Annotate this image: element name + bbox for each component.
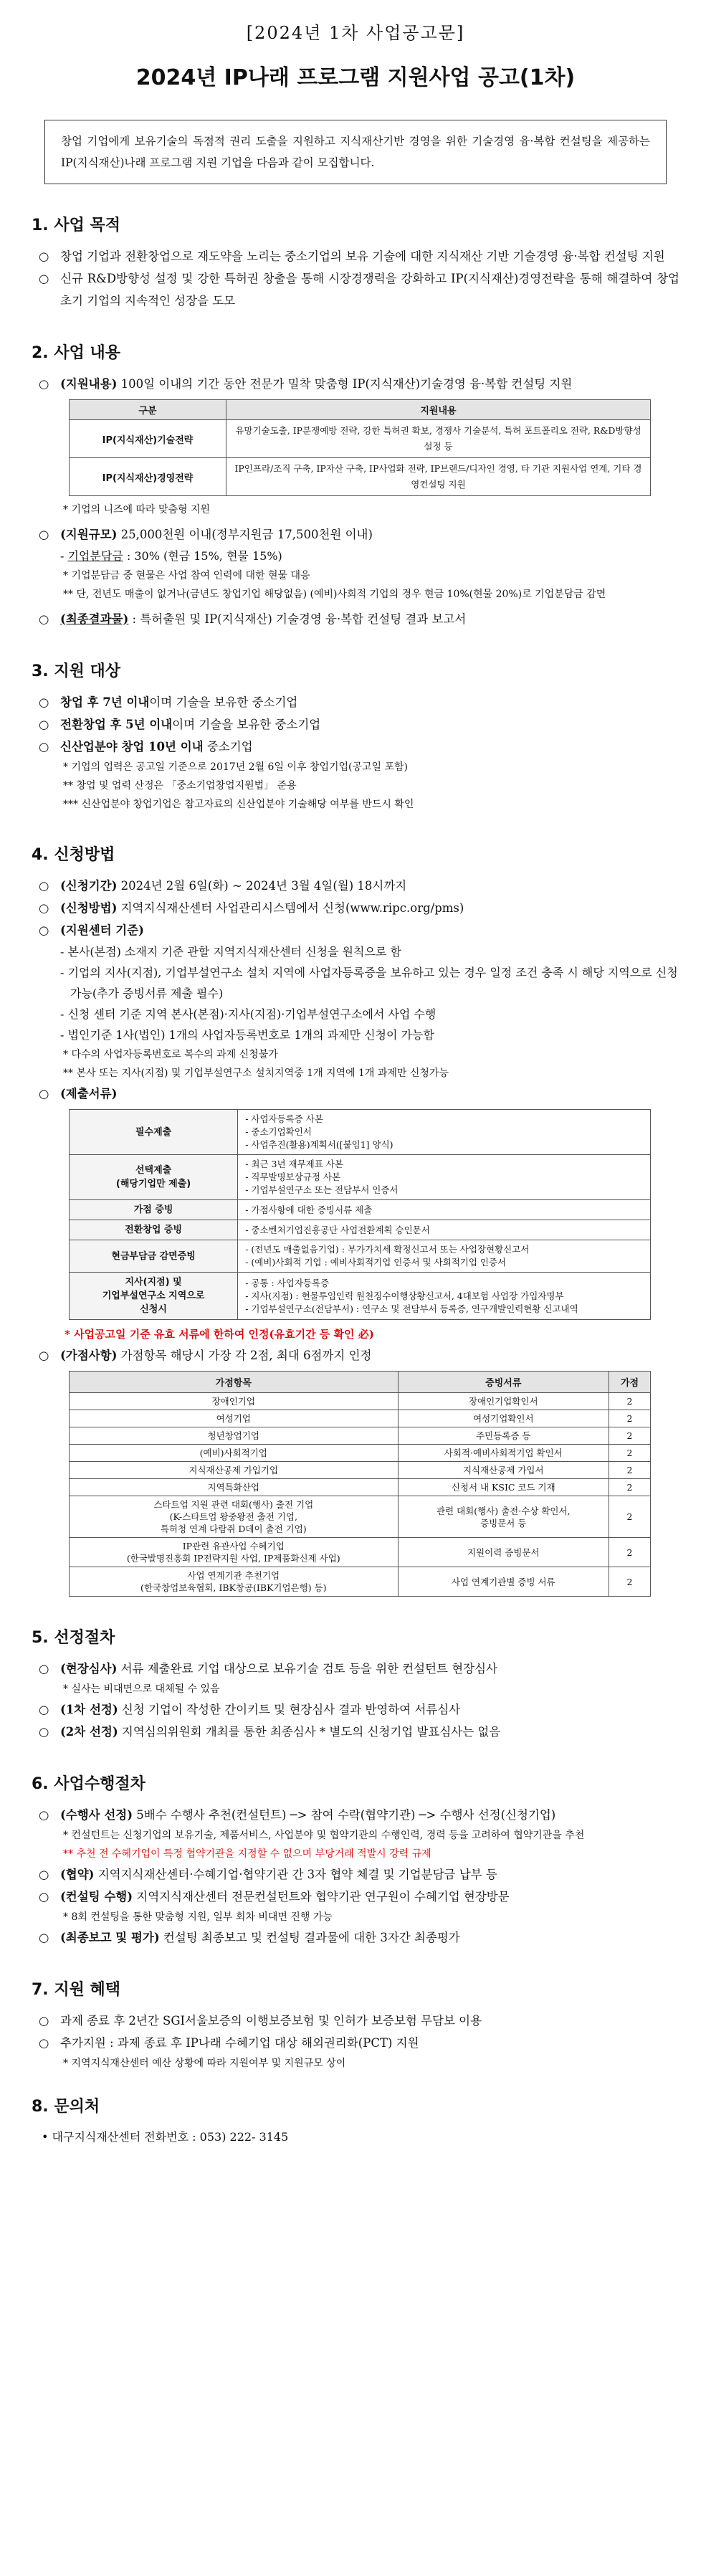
list-item: ○ (신청방법) 지역지식재산센터 사업관리시스템에서 신청(www.ripc.org/pms) [39,901,464,915]
table-row: (예비)사회적기업 사회적·예비사회적기업 확인서 2 [70,1445,651,1462]
list-item: ○ (최종결과물) : 특허출원 및 IP(지식재산) 기술경영 융·복합 컨설팅 결과 보고서 [39,612,467,626]
list-item: ○ 과제 종료 후 2년간 SGI서울보증의 이행보증보험 및 인허가 보증보험 무담보 이용 [39,2014,482,2028]
table-row: 가점 증빙 - 가점사항에 대한 증빙서류 제출 [70,1200,651,1220]
list-item: ○ 신산업분야 창업 10년 이내 중소기업 [39,740,253,754]
section-heading: 7. 지원 혜택 [32,1981,120,1999]
section-heading: 3. 지원 대상 [32,662,120,680]
list-item: ○ 창업 후 7년 이내이며 기술을 보유한 중소기업 [39,695,298,709]
sub-item: - 기업의 지사(지점), 기업부설연구소 설치 지역에 사업자등록증을 보유하고 있는 경우 일정 조건 충족 시 해당 지역으로 신청 가능(추가 증빙서류 제출 필수) [60,966,678,1000]
section-benefits [32,1977,679,2073]
footnote: * 기업분담금 중 현물은 사업 참여 인력에 대한 현물 대응 [63,570,310,581]
section-heading: 2. 사업 내용 [32,344,120,362]
table-row: 지역특화산업 신청서 내 KSIC 코드 기재 2 [70,1479,651,1496]
list-item: ○ (협약) 지역지식재산센터·수혜기업·협약기관 간 3자 협약 체결 및 기업분담금 납부 등 [39,1868,497,1881]
list-item: ○ (지원센터 기준) [39,923,144,937]
footnote: * 기업의 업력은 공고일 기준으로 2017년 2월 6일 이후 창업기업(공고일 포함) [63,761,409,773]
warning-note: ** 추천 전 수혜기업이 특정 협약기관을 지정할 수 없으며 부당거래 적발시 강력 규제 [63,1848,431,1860]
warning-note: * 사업공고일 기준 유효 서류에 한하여 인정(유효기간 등 확인 必) [65,1328,374,1341]
list-item: ○ (컨설팅 수행) 지역지식재산센터 전문컨설턴트와 협약기관 연구원이 수혜기업 현장방문 [39,1890,510,1904]
table-row: 필수제출 - 사업자등록증 사본 - 중소기업확인서 - 사업추진(활용)계획서([붙임1] 양식) [70,1110,651,1155]
list-item: ○ (최종보고 및 평가) 컨설팅 최종보고 및 컨설팅 결과물에 대한 3자간 최종평가 [39,1931,460,1944]
section-application [32,842,679,1597]
table-row: 사업 연계기관 추천기업 (한국창업보육협회, IBK창공(IBK기업은행) 등) 사업 연계기관별 증빙 서류 2 [70,1567,651,1597]
documents-table [69,1109,651,1320]
section-heading: 6. 사업수행절차 [32,1775,145,1793]
intro-box: 창업 기업에게 보유기술의 독점적 권리 도출을 지원하고 지식재산기반 경영을 위한 기술경영 융·복합 컨설팅을 제공하는 IP(지식재산)나래 프로그램 지원 기업을 다음과 같이 모집합니다. [44,120,667,184]
footnote: * 컨설턴트는 신청기업의 보유기술, 제품서비스, 사업분야 및 협약기관의 수행인력, 경력 등을 고려하여 협약기관을 추천 [63,1830,585,1841]
footnote: * 다수의 사업자등록번호로 복수의 과제 신청불가 [63,1049,278,1060]
sub-item: - 신청 센터 기준 지역 본사(본점)·지사(지점)·기업부설연구소에서 사업 수행 [60,1007,436,1021]
support-content-table: 구분 지원내용 IP(지식재산)기술전략 유망기술도출, IP분쟁예방 전략, 강한 특허권 확보, 경쟁사 기술분석, 특허 포트폴리오 전략, R&D방향성 설정 등 IP(지식재산)경영전략 IP인프라/조직 구축, IP자산 구축, IP사업화 전략, IP브랜드/디자인 경영, 타 기관 지원사업 연계, 기타 경영컨설팅 지원 [69,399,651,496]
section-content [32,341,679,630]
table-row: 전환창업 증빙 - 중소벤처기업진흥공단 사업전환계획 승인문서 [70,1220,651,1240]
table-row: IP(지식재산)경영전략 IP인프라/조직 구축, IP자산 구축, IP사업화 전략, IP브랜드/디자인 경영, 타 기관 지원사업 연계, 기타 경영컨설팅 지원 [70,458,651,496]
list-item: ○ 신규 R&D방향성 설정 및 강한 특허권 창출을 통해 시장경쟁력을 강화하고 IP(지식재산)경영전략을 통해 해결하여 창업 초기 기업의 지속적인 성장을 도모 [39,272,679,308]
sub-item: - 본사(본점) 소재지 기준 관할 지역지식재산센터 신청을 원칙으로 함 [60,945,401,959]
footnote: ** 단, 전년도 매출이 없거나(금년도 창업기업 해당없음) (예비)사회적 기업의 경우 현금 10%(현물 20%)로 기업분담금 감면 [63,589,606,600]
contact-info: • 대구지식재산센터 전화번호 : 053) 222- 3145 [42,2130,289,2144]
table-row: 청년창업기업 주민등록증 등 2 [70,1427,651,1445]
table-row: IP관련 유관사업 수혜기업 (한국발명진흥회 IP전략지원 사업, IP제품화신제 사업) 지원이력 증빙문서 2 [70,1538,651,1567]
footnote: * 지역지식재산센터 예산 상황에 따라 지원여부 및 지원규모 상이 [63,2058,346,2069]
table-row: 지사(지점) 및 기업부설연구소 지역으로 신청시 - 공통 : 사업자등록증 - 지사(지점) : 현물투입인력 원천징수이행상황신고서, 4대보험 사업장 가입자명부 - 기업부설연구소(전담부서) : 연구소 및 전담부서 등록증, 연구개발인력현황 신고내역 [70,1273,651,1320]
list-item: ○ 전환창업 후 5년 이내이며 기술을 보유한 중소기업 [39,718,321,731]
footnote: *** 신산업분야 창업기업은 참고자료의 신산업분야 기술해당 여부를 반드시 확인 [63,799,414,810]
list-item: ○ (수행사 선정) 5배수 수행사 추천(컨설턴트) ─> 참여 수락(협약기관) ─> 수행사 선정(신청기업) [39,1808,556,1822]
table-row: 지식재산공제 가입기업 지식재산공제 가입서 2 [70,1462,651,1479]
list-item: ○ (2차 선정) 지역심의위원회 개최를 통한 최종심사 * 별도의 신청기업 발표심사는 없음 [39,1725,501,1739]
section-selection [32,1625,679,1743]
footnote: * 8회 컨설팅을 통한 맞춤형 지원, 일부 회차 비대면 진행 가능 [63,1911,333,1923]
section-procedure [32,1772,679,1949]
list-item: ○ (1차 선정) 신청 기업이 작성한 간이키트 및 현장심사 결과 반영하여 서류심사 [39,1703,461,1716]
list-item: ○ 추가지원 : 과제 종료 후 IP나래 수혜기업 대상 해외권리화(PCT) 지원 [39,2036,419,2050]
footnote: ** 본사 또는 지사(지점) 및 기업부설연구소 설치지역중 1개 지역에 1개 과제만 신청가능 [63,1068,449,1079]
footnote: * 기업의 니즈에 따라 맞춤형 지원 [63,504,211,515]
section-purpose [32,213,679,312]
footnote: ** 창업 및 업력 산정은 「중소기업창업지원법」 준용 [63,780,297,792]
list-item: ○ (제출서류) [39,1087,118,1101]
section-heading: 5. 선정절차 [32,1629,115,1647]
sub-item: - 법인기준 1사(법인) 1개의 사업자등록번호로 1개의 과제만 신청이 가능함 [60,1028,434,1042]
list-item: ○ (현장심사) 서류 제출완료 기업 대상으로 보유기술 검토 등을 위한 컨설턴트 현장심사 [39,1662,497,1676]
section-heading: 4. 신청방법 [32,846,115,864]
table-row: 선택제출 (해당기업만 제출) - 최근 3년 재무제표 사본 - 직무발명보상규정 사본 - 기업부설연구소 또는 전담부서 인증서 [70,1155,651,1200]
list-item: ○ 창업 기업과 전환창업으로 재도약을 노리는 중소기업의 보유 기술에 대한 지식재산 기반 기술경영 융·복합 컨설팅 지원 [39,249,665,263]
section-contact [32,2094,679,2147]
bonus-points-table: 가점항목 증빙서류 가점 장애인기업 장애인기업확인서 2 여성기업 여성기업확인서 2 청년창업기업 주민등록증 등 2 (예비)사회적기업 사회적·예비사회적기업 확인서 2 지식재산공제 가입기업 지식재산공제 가입서 2 지역특화산업 신청서 내 KSIC 코드 기재 2 스타트업 지원 관련 대회(행사) 출전 기업 (K-스타트업 왕중왕전 출전 기업, 특허청 연계 다람쥐 D데이 출전 기업) 관련 대회(행사) 출전·수상 확인서, 증빙문서 등 2 IP관련 유관사업 수혜기업 (한국발명진흥회 IP전략지원 사업, IP제품화신제 사업) 지원이력 증빙문서 2 사업 연계기관 추천기업 (한국창업보육협회, IBK창공(IBK기업은행) 등) 사업 연계기관별 증빙 서류 2 [69,1371,651,1597]
list-item: ○ (지원내용) 100일 이내의 기간 동안 전문가 밀착 맞춤형 IP(지식재산)기술경영 융·복합 컨설팅 지원 [39,377,573,391]
footnote: * 실사는 비대면으로 대체될 수 있음 [63,1683,220,1695]
list-item: ○ (신청기간) 2024년 2월 6일(화) ~ 2024년 3월 4일(월) 18시까지 [39,879,407,893]
list-item: ○ (지원규모) 25,000천원 이내(정부지원금 17,500천원 이내) [39,528,373,541]
sub-item: - 기업분담금 : 30% (현금 15%, 현물 15%) [60,549,282,563]
table-row: 장애인기업 장애인기업확인서 2 [70,1393,651,1410]
page-title: 2024년 IP나래 프로그램 지원사업 공고(1차) [135,65,576,90]
table-row: 현금부담금 감면증빙 - (전년도 매출없음기업) : 부가가치세 확정신고서 또는 사업장현황신고서 - (예비)사회적 기업 : 예비사회적기업 인증서 및 사회적기업 인증서 [70,1240,651,1273]
table-row: 스타트업 지원 관련 대회(행사) 출전 기업 (K-스타트업 왕중왕전 출전 기업, 특허청 연계 다람쥐 D데이 출전 기업) 관련 대회(행사) 출전·수상 확인서, 증빙문서 등 2 [70,1496,651,1538]
table-row: IP(지식재산)기술전략 유망기술도출, IP분쟁예방 전략, 강한 특허권 확보, 경쟁사 기술분석, 특허 포트폴리오 전략, R&D방향성 설정 등 [70,420,651,458]
section-target [32,659,679,814]
section-heading: 8. 문의처 [32,2098,100,2116]
section-heading: 1. 사업 목적 [32,217,120,234]
list-item: ○ (가점사항) 가점항목 해당시 가장 각 2점, 최대 6점까지 인정 [39,1349,372,1362]
table-row: 여성기업 여성기업확인서 2 [70,1410,651,1427]
notice-label: [2024년 1차 사업공고문] [246,23,465,43]
